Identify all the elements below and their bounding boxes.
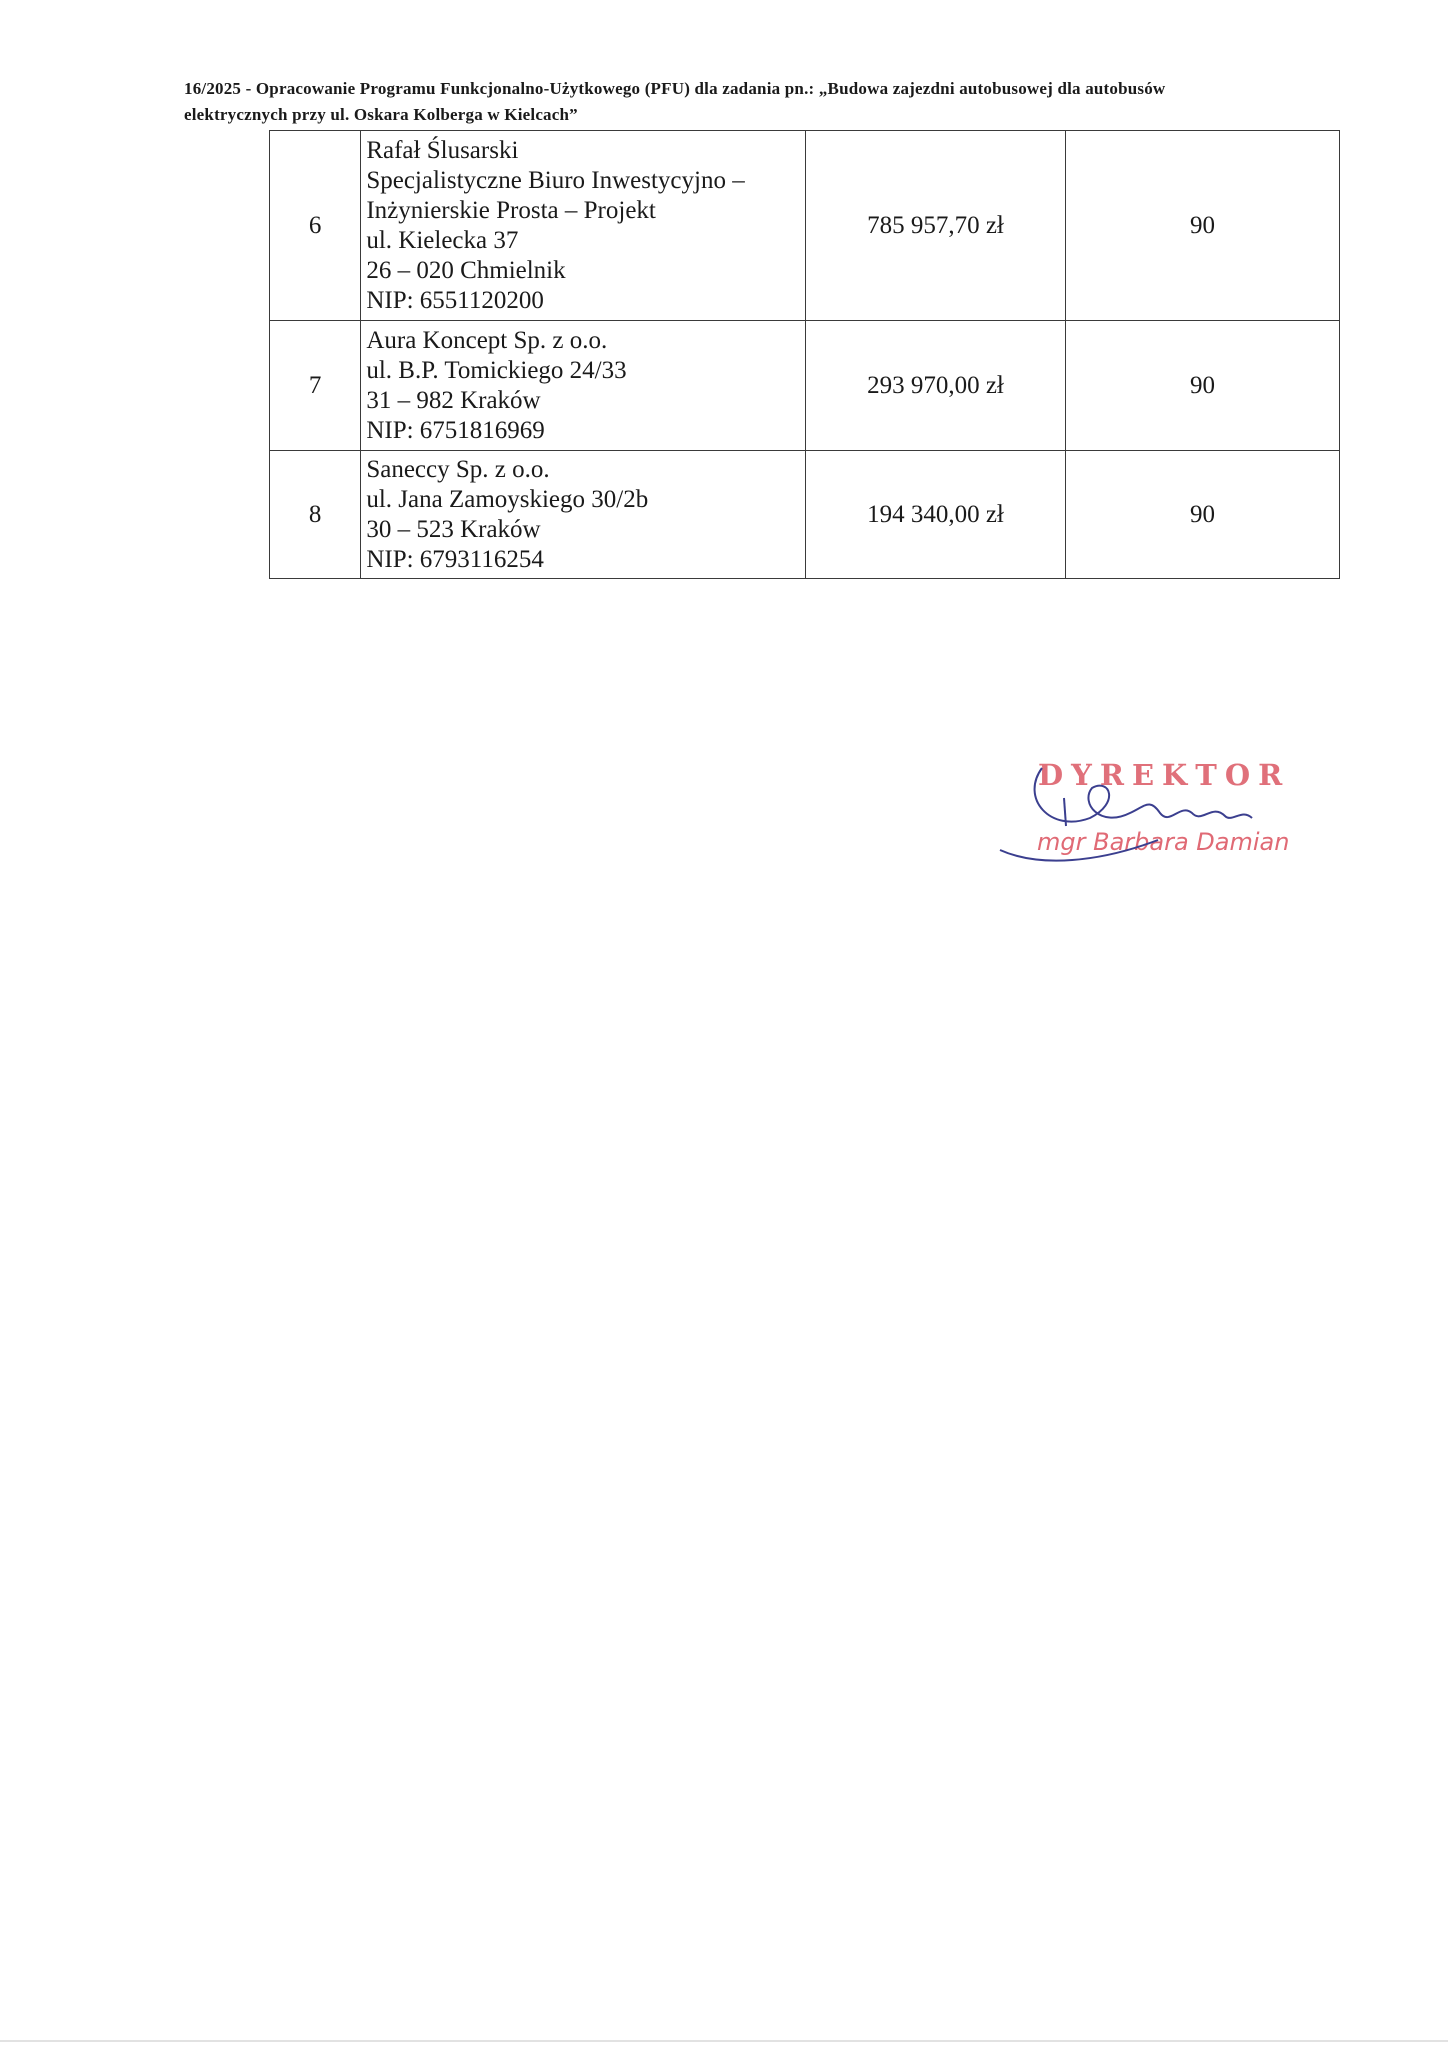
contractor-line: ul. B.P. Tomickiego 24/33 [366,356,627,384]
director-stamp [980,758,1310,878]
offer-score: 90 [1065,321,1339,451]
stamp-title: DYREKTOR [1038,758,1291,792]
contractor-line: 26 – 020 Chmielnik [366,256,566,284]
page-bottom-rule [0,2040,1448,2042]
table-row [270,321,1340,451]
contractor-line: ul. Jana Zamoyskiego 30/2b [366,485,649,513]
offer-price: 785 957,70 zł [805,131,1065,321]
contractor-line: NIP: 6751816969 [366,416,545,444]
offer-number: 8 [270,451,361,579]
handwritten-signature [980,758,1310,878]
offer-contractor [361,131,806,321]
contractor-line: 31 – 982 Kraków [366,386,541,414]
contractor-line: NIP: 6551120200 [366,286,544,314]
offer-contractor [361,451,806,579]
header-line-1: 16/2025 - Opracowanie Programu Funkcjonalno-Użytkowego (PFU) dla zadania pn.: „Budowa zajezdni autobusowej dla autobusów [184,79,1166,98]
contractor-line: NIP: 6793116254 [366,545,544,573]
contractor-line: Specjalistyczne Biuro Inwestycyjno – [366,166,745,194]
contractor-line: Inżynierskie Prosta – Projekt [366,196,656,224]
table-row [270,131,1340,321]
offer-number: 6 [270,131,361,321]
offer-score: 90 [1065,451,1339,579]
offer-price: 194 340,00 zł [805,451,1065,579]
table-row [270,451,1340,579]
contractor-line: 30 – 523 Kraków [366,515,541,543]
header-line-2: elektrycznych przy ul. Oskara Kolberga w Kielcach” [184,105,578,124]
offers-table [269,130,1340,579]
offer-price: 293 970,00 zł [805,321,1065,451]
contractor-line: ul. Kielecka 37 [366,226,519,254]
document-header [184,76,1300,128]
contractor-line: Aura Koncept Sp. z o.o. [366,326,608,354]
offer-score: 90 [1065,131,1339,321]
offer-contractor [361,321,806,451]
stamp-name: mgr Barbara Damian [1037,828,1290,856]
offer-number: 7 [270,321,361,451]
contractor-line: Rafał Ślusarski [366,136,519,164]
contractor-line: Saneccy Sp. z o.o. [366,455,550,483]
